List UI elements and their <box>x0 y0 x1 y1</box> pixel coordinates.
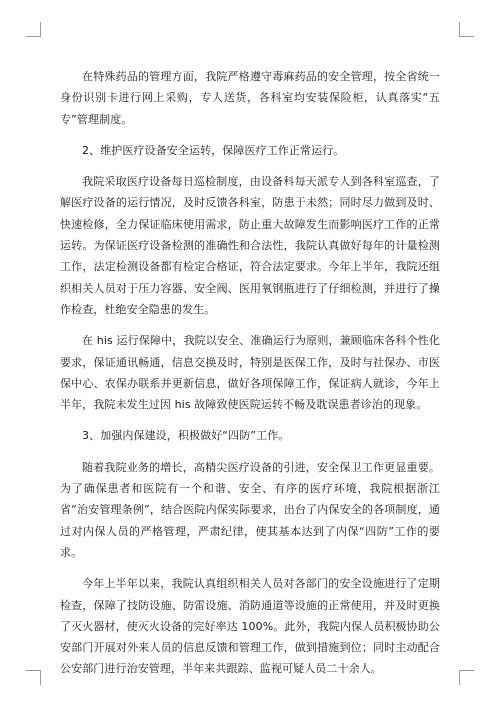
crop-mark-bottom-right <box>459 670 474 685</box>
crop-mark-bottom-left <box>26 670 41 685</box>
section-heading-equipment: 2、维护医疗设备安全运转，保障医疗工作正常运行。 <box>82 143 345 157</box>
paragraph-his-operation: 在 his 运行保障中，我院以安全、准确运行为原则，兼顾临床各科个性化要求，保证通讯畅通，信息交换及时，特别是医保工作，及时与社保办、市医保中心、农保办联系并更新信息，做好各项保障工作，保证病人就诊，今年上半年，我院未发生过因 his 故障致使医院运转不畅及耽误患者诊治的现象。 <box>60 334 440 412</box>
crop-mark-top-left <box>26 22 41 37</box>
section-heading-security: 3、加强内保建设，积极做好“四防”工作。 <box>82 429 290 443</box>
paragraph-safety-checks: 今年上半年以来，我院认真组织相关人员对各部门的安全设施进行了定期检查，保障了技防设施、防雷设施、消防通道等设施的正常使用，并及时更换了灭火器材，使灭火设备的完好率达 100%。此外，我院内保人员积极协助公安部门开展对外来人员的信息反馈和管理工作，做到措施到位；同时主动配合公安部门进行治安管理，半年来共跟踪、监视可疑人员二十余人。 <box>60 577 440 676</box>
paragraph-special-drugs: 在特殊药品的管理方面，我院严格遵守毒麻药品的安全管理，按全省统一身份识别卡进行网上采购，专人送货，各科室均安装保险柜，认真落实“五专”管理制度。 <box>60 70 440 126</box>
crop-mark-top-right <box>459 22 474 37</box>
document-body <box>60 66 440 690</box>
paragraph-security-rules: 随着我院业务的增长，高精尖医疗设备的引进，安全保卫工作更显重要。为了确保患者和医院有一个和谐、安全、有序的医疗环境，我院根据浙江省“治安管理条例”，结合医院内保实际要求，出台了内保安全的各项制度，通过对内保人员的严格管理，严肃纪律，使其基本达到了内保“四防”工作的要求。 <box>60 460 440 559</box>
paragraph-equipment-inspection: 我院采取医疗设备每日巡检制度，由设备科每天派专人到各科室巡查，了解医疗设备的运行情况，及时反馈各科室，防患于未然；同时尽力做到及时、快速检修，全力保证临床使用需求，防止重大故障发生而影响医疗工作的正常运转。为保证医疗设备检测的准确性和合法性，我院认真做好每年的计量检测工作，法定检测设备都有检定合格证，符合法定要求。今年上半年，我院还组织相关人员对于压力容器、安全阀、医用氧钢瓶进行了仔细检测，并进行了操作检查，杜绝安全隐患的发生。 <box>60 175 440 316</box>
